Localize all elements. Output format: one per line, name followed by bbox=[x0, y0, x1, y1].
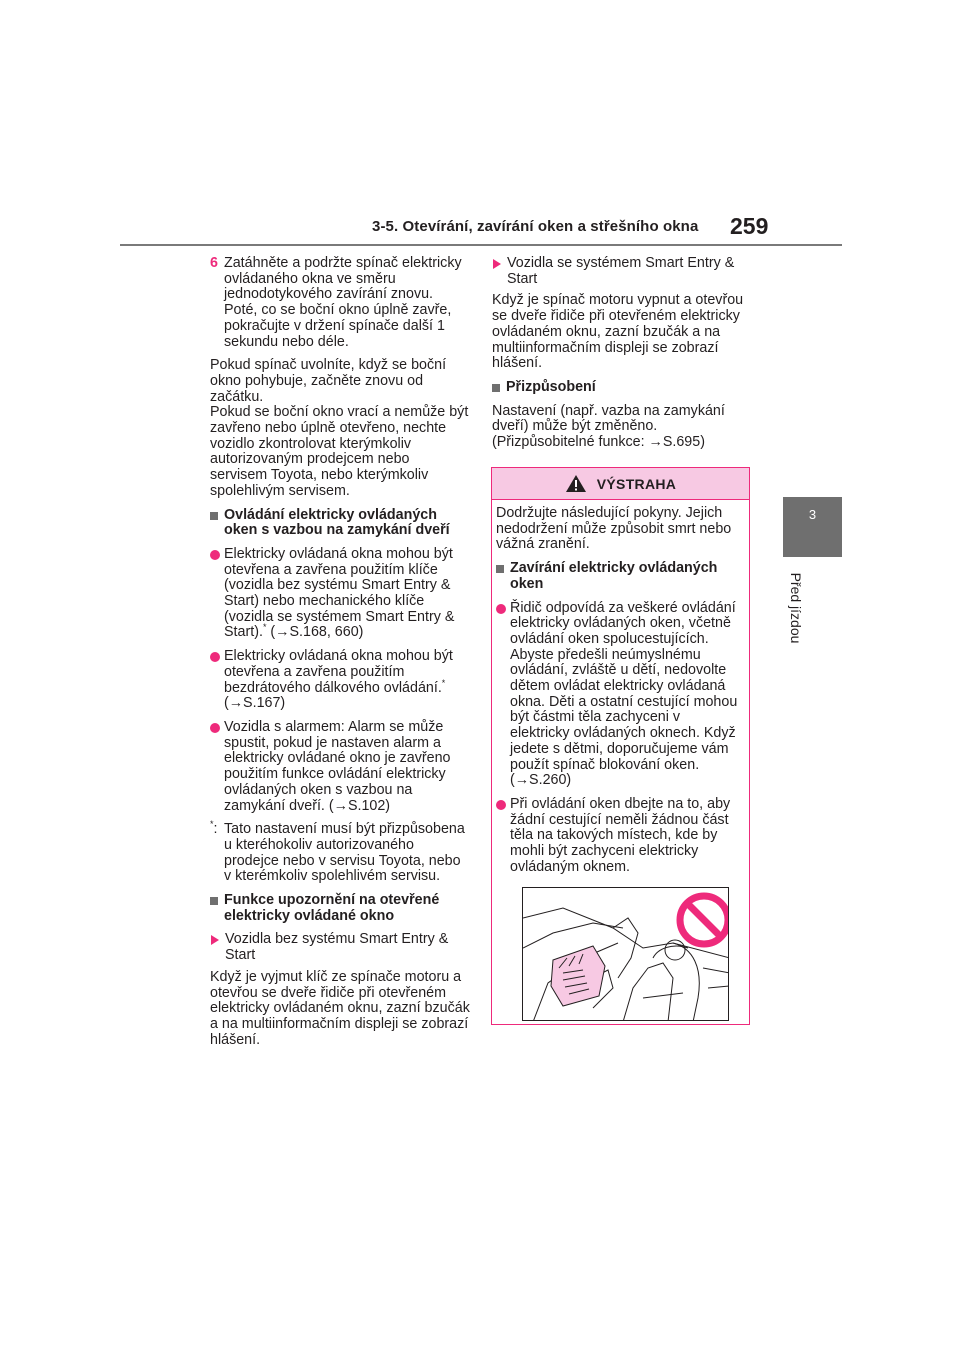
section-title-text: Ovládání elektricky ovládaných oken s vazbou na zamykání dveří bbox=[224, 506, 450, 539]
list-item bbox=[496, 601, 741, 789]
list-item bbox=[496, 797, 741, 876]
circle-bullet-icon bbox=[210, 550, 220, 560]
list-item bbox=[210, 649, 470, 712]
list-item bbox=[210, 547, 470, 641]
left-column bbox=[210, 256, 470, 1056]
header-rule bbox=[120, 244, 842, 246]
paragraph bbox=[492, 404, 752, 451]
bullet-text: Řidič odpovídá za veškeré ovládání elektricky ovládaných oken, včetně ovládání oken spolucestujících. Abyste předešli neúmyslnému ovládání, zvláště u dětí, nedovolte dětem ovládat elektricky ovládaná okna. Děti a ostatní cestující mohou být částmi těla zachyceni v elektricky ovládaných oknech. Když jedete s dětmi, doporučujeme vám použít spínač blokování oken. (→S.260) bbox=[510, 599, 738, 789]
subheading bbox=[492, 256, 752, 287]
warning-box bbox=[491, 467, 750, 1025]
circle-bullet-icon bbox=[210, 652, 220, 662]
footnote-colon: : bbox=[213, 821, 218, 838]
section-heading bbox=[210, 893, 470, 924]
customize-text: Nastavení (např. vazba na zamykání dveří) může být změněno. bbox=[492, 402, 725, 435]
footnote-text: Tato nastavení musí být přizpůsobena u kteréhokoliv autorizovaného prodejce nebo v servisu Toyota, nebo v kterémkoliv spolehlivém servisu. bbox=[224, 821, 465, 885]
section-title: 3-5. Otevírání, zavírání oken a střešního okna bbox=[372, 218, 699, 235]
footnote-ref: * bbox=[262, 622, 267, 633]
list-item bbox=[210, 720, 470, 814]
subheading bbox=[210, 932, 470, 963]
section-heading bbox=[496, 561, 741, 592]
para-service: Pokud se boční okno vrací a nemůže být zavřeno nebo úplně otevřeno, nechte vozidlo zkontrolovat kterýmkoliv autorizovaným prodejcem nebo servisem Toyota, nebo kterýmkoliv spolehlivým servisem. bbox=[210, 404, 469, 499]
square-bullet-icon bbox=[496, 565, 504, 573]
warning-triangle-icon bbox=[565, 474, 587, 493]
warning-body bbox=[492, 500, 749, 1021]
square-bullet-icon bbox=[210, 897, 218, 905]
chapter-label-text: Před jízdou bbox=[788, 572, 804, 644]
page-number: 259 bbox=[730, 213, 769, 239]
step-6 bbox=[210, 256, 470, 350]
page-reference[interactable]: (→S.168, 660) bbox=[266, 624, 364, 641]
square-bullet-icon bbox=[492, 384, 500, 392]
customize-reference[interactable]: (Přizpůsobitelné funkce: →S.695) bbox=[492, 434, 705, 451]
step-text: Zatáhněte a podržte spínač elektricky ovládaného okna ve směru jednodotykového zavírání znovu. Poté, co se boční okno úplně zavře, pokračujte v držení spínače další 1 sekundu nebo déle. bbox=[224, 255, 462, 350]
circle-bullet-icon bbox=[496, 604, 506, 614]
section-title-text: Zavírání elektricky ovládaných oken bbox=[510, 560, 718, 592]
warning-title: VÝSTRAHA bbox=[596, 475, 677, 492]
subheading-text: Vozidla bez systému Smart Entry & Start bbox=[225, 931, 449, 964]
footnote-ref: * bbox=[441, 677, 446, 688]
paragraph: Když je spínač motoru vypnut a otevřou se dveře řidiče při otevřeném elektricky ovládaném oknu, zazní bzučák a na multiinformačním displeji se zobrazí hlášení. bbox=[492, 292, 744, 372]
chapter-label bbox=[781, 566, 803, 656]
bullet-text: Elektricky ovládaná okna mohou být otevřena a zavřena použitím klíče (vozidla bez systému Smart Entry & Start) nebo mechanického klíče (vozidla se systémem Smart Entry & Start). bbox=[224, 545, 455, 641]
right-column bbox=[492, 256, 752, 459]
window-pinch-illustration bbox=[522, 887, 729, 1021]
warning-header bbox=[492, 468, 749, 500]
circle-bullet-icon bbox=[496, 800, 506, 810]
car-interior-drawing bbox=[523, 888, 729, 1021]
circle-bullet-icon bbox=[210, 723, 220, 733]
footnote-mark: * bbox=[210, 819, 214, 830]
section-title-text: Funkce upozornění na otevřené elektricky ovládané okno bbox=[224, 892, 440, 924]
bullet-text: Vozidla s alarmem: Alarm se může spustit, pokud je nastaven alarm a elektricky ovládané okno je zavřeno použitím funkce ovládání elektricky ovládaných oken s vazbou na zamykání dveří. (→S.102) bbox=[224, 718, 451, 814]
bullet-text: Elektricky ovládaná okna mohou být otevřena a zavřena použitím bezdrátového dálkového ovládání. bbox=[224, 648, 453, 696]
section-heading bbox=[210, 508, 470, 539]
footnote bbox=[210, 819, 470, 885]
step-number: 6 bbox=[210, 255, 218, 271]
paragraph: Když je vyjmut klíč ze spínače motoru a otevřou se dveře řidiče při otevřeném elektricky ovládaném oknu, zazní bzučák a na multiinformačním displeji se zobrazí hlášení. bbox=[210, 968, 470, 1048]
chapter-number: 3 bbox=[808, 507, 817, 522]
para-restart: Pokud spínač uvolníte, když se boční okno pohybuje, začněte znovu od začátku. bbox=[210, 357, 447, 405]
bullet-text: Při ovládání oken dbejte na to, aby žádní cestující neměli žádnou část těla na takových místech, kde by mohli být zachyceni elektricky ovládaným oknem. bbox=[510, 795, 731, 875]
chapter-tab[interactable] bbox=[783, 497, 842, 557]
section-title-text: Přizpůsobení bbox=[506, 378, 596, 395]
warning-intro: Dodržujte následující pokyny. Jejich nedodržení může způsobit smrt nebo vážná zranění. bbox=[496, 505, 732, 553]
paragraph bbox=[210, 358, 470, 499]
subheading-text: Vozidla se systémem Smart Entry & Start bbox=[507, 255, 735, 287]
triangle-bullet-icon bbox=[493, 259, 501, 269]
page-reference[interactable]: (→S.167) bbox=[224, 695, 286, 712]
prohibition-icon bbox=[680, 896, 728, 944]
square-bullet-icon bbox=[210, 512, 218, 520]
triangle-bullet-icon bbox=[211, 935, 219, 945]
section-heading bbox=[492, 380, 752, 396]
